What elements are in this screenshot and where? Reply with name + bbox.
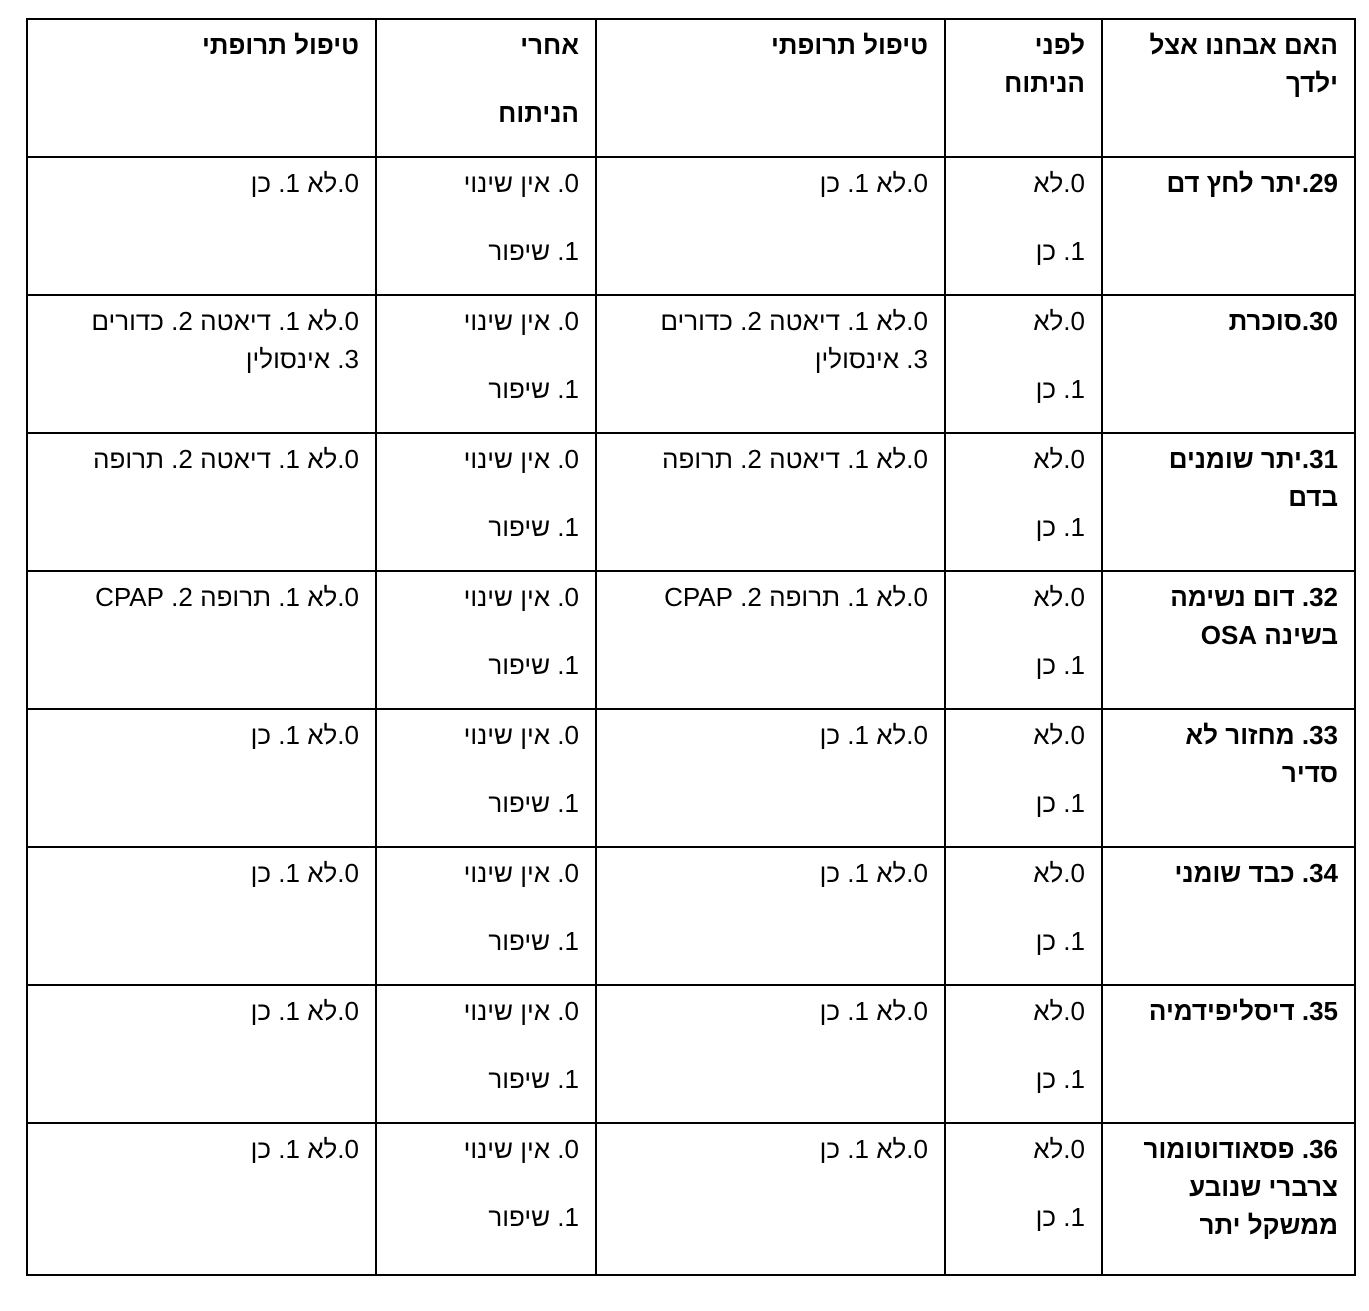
treatment-after-cell xyxy=(27,157,376,295)
treatment-after-cell-line: 0.לא 1. דיאטה 2. כדורים xyxy=(91,306,359,336)
question-cell-line: 35. דיסליפידמיה xyxy=(1148,996,1338,1026)
before-answer-cell xyxy=(945,433,1102,571)
after-answer-cell xyxy=(376,433,596,571)
after-answer-cell xyxy=(376,847,596,985)
treatment-before-cell-line: 3. אינסולין xyxy=(814,344,928,374)
treatment-after-cell-line: 0.לא 1. כן xyxy=(250,168,359,198)
treatment-after-cell xyxy=(27,433,376,571)
question-cell xyxy=(1102,847,1355,985)
after-answer-cell-line: 0. אין שינוי xyxy=(463,168,579,198)
table-row xyxy=(27,709,1355,847)
treatment-before-cell-line: 0.לא 1. דיאטה 2. כדורים xyxy=(660,306,928,336)
treatment-after-cell xyxy=(27,571,376,709)
before-answer-cell-line: 1. כן xyxy=(1035,650,1085,680)
question-cell-line: 32. דום נשימה xyxy=(1170,582,1338,612)
header-question xyxy=(1102,19,1355,157)
question-cell xyxy=(1102,157,1355,295)
treatment-before-cell-line: 0.לא 1. כן xyxy=(819,1134,928,1164)
question-cell-line: סדיר xyxy=(1281,758,1338,788)
treatment-before-cell-line: 0.לא 1. כן xyxy=(819,858,928,888)
before-answer-cell-line: 1. כן xyxy=(1035,1064,1085,1094)
after-answer-cell-line: 0. אין שינוי xyxy=(463,858,579,888)
table-row xyxy=(27,847,1355,985)
header-treatment-before xyxy=(596,19,945,157)
question-cell xyxy=(1102,709,1355,847)
treatment-after-cell xyxy=(27,709,376,847)
after-answer-cell-line: 1. שיפור xyxy=(488,788,579,818)
table-row xyxy=(27,157,1355,295)
header-after-line: הניתוח xyxy=(498,98,579,128)
question-cell-line: בשינה OSA xyxy=(1200,620,1338,650)
question-cell-line: 30.סוכרת xyxy=(1228,306,1338,336)
before-answer-cell-line: 0.לא xyxy=(1033,1134,1085,1164)
before-answer-cell-line: 0.לא xyxy=(1033,996,1085,1026)
question-cell-line: 33. מחזור לא xyxy=(1185,720,1338,750)
after-answer-cell xyxy=(376,709,596,847)
before-answer-cell xyxy=(945,847,1102,985)
before-answer-cell-line: 1. כן xyxy=(1035,1202,1085,1232)
header-row xyxy=(27,19,1355,157)
table-row xyxy=(27,571,1355,709)
after-answer-cell-line: 1. שיפור xyxy=(488,1202,579,1232)
question-cell-line: 34. כבד שומני xyxy=(1174,858,1338,888)
treatment-before-cell-line: 0.לא 1. כן xyxy=(819,996,928,1026)
after-answer-cell-line: 0. אין שינוי xyxy=(463,1134,579,1164)
before-answer-cell-line: 0.לא xyxy=(1033,444,1085,474)
header-before xyxy=(945,19,1102,157)
treatment-after-cell-line: 0.לא 1. כן xyxy=(250,1134,359,1164)
before-answer-cell xyxy=(945,985,1102,1123)
rows-body xyxy=(27,157,1355,1275)
treatment-after-cell-line: 0.לא 1. כן xyxy=(250,996,359,1026)
treatment-before-cell-line: 0.לא 1. דיאטה 2. תרופה xyxy=(662,444,928,474)
treatment-after-cell-line: 0.לא 1. דיאטה 2. תרופה xyxy=(93,444,359,474)
treatment-after-cell xyxy=(27,1123,376,1275)
table-row xyxy=(27,1123,1355,1275)
header-before-line: הניתוח xyxy=(1004,68,1085,98)
treatment-before-cell xyxy=(596,847,945,985)
header-question-line: ילדך xyxy=(1285,68,1338,98)
treatment-after-cell-line: 0.לא 1. כן xyxy=(250,720,359,750)
before-answer-cell-line: 1. כן xyxy=(1035,374,1085,404)
header-after-line: אחרי xyxy=(520,30,579,60)
after-answer-cell xyxy=(376,157,596,295)
question-cell xyxy=(1102,433,1355,571)
question-cell-line: 36. פסאודוטומור xyxy=(1143,1134,1338,1164)
header-question-line: האם אבחנו אצל xyxy=(1149,30,1338,60)
treatment-after-cell-line: 3. אינסולין xyxy=(245,344,359,374)
question-cell xyxy=(1102,295,1355,433)
before-answer-cell xyxy=(945,157,1102,295)
table-row xyxy=(27,433,1355,571)
treatment-before-cell xyxy=(596,709,945,847)
table-row xyxy=(27,295,1355,433)
question-cell xyxy=(1102,571,1355,709)
question-cell-line: בדם xyxy=(1288,482,1338,512)
after-answer-cell xyxy=(376,985,596,1123)
treatment-before-cell xyxy=(596,571,945,709)
question-cell xyxy=(1102,985,1355,1123)
treatment-before-cell-line: 0.לא 1. כן xyxy=(819,720,928,750)
before-answer-cell xyxy=(945,571,1102,709)
before-answer-cell-line: 0.לא xyxy=(1033,306,1085,336)
question-cell-line: צרברי שנובע xyxy=(1189,1172,1338,1202)
question-cell-line: ממשקל יתר xyxy=(1199,1210,1338,1240)
table-row xyxy=(27,985,1355,1123)
treatment-after-cell xyxy=(27,985,376,1123)
questionnaire-table xyxy=(26,18,1356,1276)
treatment-before-cell xyxy=(596,433,945,571)
after-answer-cell-line: 1. שיפור xyxy=(488,374,579,404)
after-answer-cell xyxy=(376,295,596,433)
header-treatment-before-label: טיפול תרופתי xyxy=(770,30,928,60)
before-answer-cell-line: 0.לא xyxy=(1033,582,1085,612)
question-cell-line: 31.יתר שומנים xyxy=(1168,444,1338,474)
before-answer-cell xyxy=(945,709,1102,847)
header-treatment-after-label: טיפול תרופתי xyxy=(201,30,359,60)
after-answer-cell xyxy=(376,1123,596,1275)
treatment-after-cell-line: 0.לא 1. כן xyxy=(250,858,359,888)
before-answer-cell-line: 1. כן xyxy=(1035,926,1085,956)
after-answer-cell-line: 0. אין שינוי xyxy=(463,444,579,474)
before-answer-cell-line: 0.לא xyxy=(1033,168,1085,198)
after-answer-cell-line: 0. אין שינוי xyxy=(463,720,579,750)
before-answer-cell xyxy=(945,295,1102,433)
treatment-after-cell xyxy=(27,295,376,433)
after-answer-cell-line: 1. שיפור xyxy=(488,926,579,956)
header-before-line: לפני xyxy=(1034,30,1085,60)
before-answer-cell-line: 1. כן xyxy=(1035,512,1085,542)
after-answer-cell-line: 1. שיפור xyxy=(488,236,579,266)
treatment-before-cell xyxy=(596,157,945,295)
before-answer-cell-line: 0.לא xyxy=(1033,720,1085,750)
question-cell-line: 29.יתר לחץ דם xyxy=(1166,168,1338,198)
before-answer-cell-line: 1. כן xyxy=(1035,788,1085,818)
treatment-after-cell-line: 0.לא 1. תרופה 2. CPAP xyxy=(95,582,359,612)
treatment-before-cell-line: 0.לא 1. תרופה 2. CPAP xyxy=(664,582,928,612)
treatment-before-cell xyxy=(596,985,945,1123)
treatment-before-cell-line: 0.לא 1. כן xyxy=(819,168,928,198)
before-answer-cell xyxy=(945,1123,1102,1275)
after-answer-cell-line: 0. אין שינוי xyxy=(463,996,579,1026)
after-answer-cell-line: 1. שיפור xyxy=(488,1064,579,1094)
after-answer-cell xyxy=(376,571,596,709)
after-answer-cell-line: 0. אין שינוי xyxy=(463,582,579,612)
before-answer-cell-line: 1. כן xyxy=(1035,236,1085,266)
after-answer-cell-line: 1. שיפור xyxy=(488,512,579,542)
after-answer-cell-line: 1. שיפור xyxy=(488,650,579,680)
before-answer-cell-line: 0.לא xyxy=(1033,858,1085,888)
header-after xyxy=(376,19,596,157)
treatment-after-cell xyxy=(27,847,376,985)
treatment-before-cell xyxy=(596,1123,945,1275)
after-answer-cell-line: 0. אין שינוי xyxy=(463,306,579,336)
header-treatment-after xyxy=(27,19,376,157)
treatment-before-cell xyxy=(596,295,945,433)
question-cell xyxy=(1102,1123,1355,1275)
